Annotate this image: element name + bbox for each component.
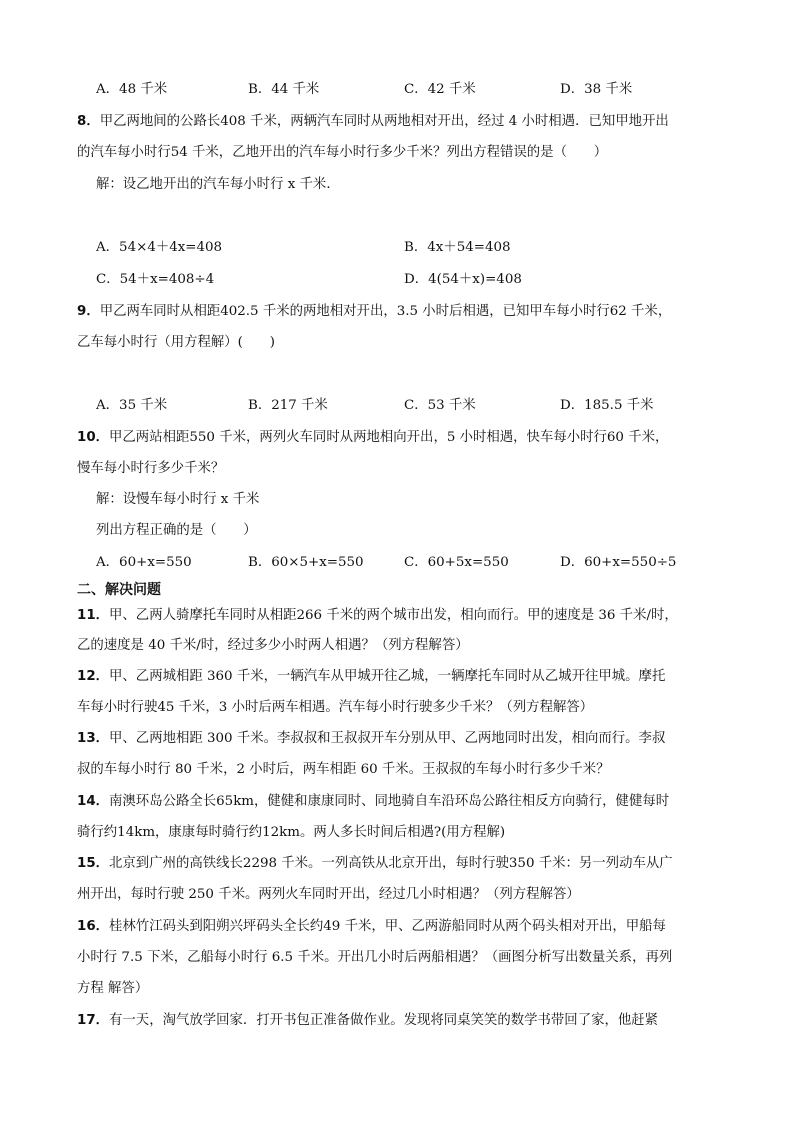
question-number: 10． <box>77 430 110 445</box>
question-text: 甲、乙两地相距 300 千米。李叔叔和王叔叔开车分别从甲、乙两地同时出发，相向而行。李叔 <box>109 731 666 746</box>
question-text: 甲乙两车同时从相距402.5 千米的两地相对开出，3.5 小时后相遇，已知甲车每小时行62 千米， <box>99 304 672 319</box>
question-text: 桂林竹江码头到阳朔兴坪码头全长约49 千米，甲、乙两游船同时从两个码头相对开出，甲船每 <box>109 919 666 934</box>
question-number: 12． <box>77 669 110 684</box>
q10-option-a[interactable]: A．60+x=550 <box>96 555 192 570</box>
question-text: 骑行约14km，康康每时骑行约12km。两人多长时间后相遇?(用方程解) <box>77 825 506 840</box>
question-number: 14． <box>77 794 110 809</box>
question-text: 慢车每小时行多少千米？ <box>77 461 225 476</box>
question-number: 15． <box>77 856 110 871</box>
question-text: 有一天，淘气放学回家．打开书包正准备做作业。发现将同桌笑笑的数学书带回了家，他赶紧 <box>109 1013 659 1028</box>
question-text: 北京到广州的高铁线长2298 千米。一列高铁从北京开出，每时行驶350 千米：另一列动车从广 <box>109 856 673 871</box>
q8-option-c[interactable]: C．54＋x=408÷4 <box>96 272 215 287</box>
question-text: 叔的车每小时行 80 千米，2 小时后，两车相距 60 千米。王叔叔的车每小时行多少千米？ <box>77 762 610 777</box>
q7-option-b[interactable]: B．44 千米 <box>248 82 320 97</box>
question-number: 9． <box>77 304 100 319</box>
section-heading: 二、解决问题 <box>77 582 161 598</box>
q9-option-d[interactable]: D．185.5 千米 <box>560 398 654 413</box>
question-number: 11． <box>77 608 110 623</box>
question-text: 甲乙两地间的公路长408 千米，两辆汽车同时从两地相对开出，经过 4 小时相遇．已知甲地开出 <box>99 114 669 129</box>
question-number: 8． <box>77 114 100 129</box>
question-text: 甲乙两站相距550 千米，两列火车同时从两地相向开出，5 小时相遇，快车每小时行60 千米， <box>109 430 669 445</box>
question-text: 南澳环岛公路全长65km，健健和康康同时、同地骑自车沿环岛公路往相反方向骑行，健健每时 <box>109 794 670 809</box>
q10-option-d[interactable]: D．60+x=550÷5 <box>560 555 677 570</box>
q10-option-c[interactable]: C．60+5x=550 <box>404 555 509 570</box>
question-text: 乙的速度是 40 千米/时，经过多少小时两人相遇？（列方程解答） <box>77 638 469 653</box>
q9-option-b[interactable]: B．217 千米 <box>248 398 328 413</box>
question-text: 甲、乙两城相距 360 千米，一辆汽车从甲城开往乙城，一辆摩托车同时从乙城开往甲城。摩托 <box>109 669 666 684</box>
q7-option-a[interactable]: A．48 千米 <box>96 82 168 97</box>
q7-option-c[interactable]: C．42 千米 <box>404 82 476 97</box>
question-text: 车每小时行驶45 千米，3 小时后两车相遇。汽车每小时行驶多少千米？（列方程解答） <box>77 700 594 715</box>
q8-option-d[interactable]: D．4(54＋x)=408 <box>404 272 522 287</box>
question-text: 乙车每小时行（用方程解）( ) <box>77 335 275 350</box>
question-text: 甲、乙两人骑摩托车同时从相距266 千米的两个城市出发，相向而行。甲的速度是 36 千米/时， <box>109 608 678 623</box>
q10-option-b[interactable]: B．60×5+x=550 <box>248 555 364 570</box>
q9-option-a[interactable]: A．35 千米 <box>96 398 168 413</box>
question-number: 13． <box>77 731 110 746</box>
question-prompt: 列出方程正确的是（ ） <box>96 523 257 538</box>
q8-option-a[interactable]: A．54×4＋4x=408 <box>96 240 223 255</box>
question-number: 17． <box>77 1013 110 1028</box>
question-text: 小时行 7.5 下米，乙船每小时行 6.5 千米。开出几小时后两船相遇？（画图分析写出数量关系，再列 <box>77 950 673 965</box>
question-text: 州开出，每时行驶 250 千米。两列火车同时开出，经过几小时相遇？（列方程解答） <box>77 887 580 902</box>
question-text: 方程 解答） <box>77 981 149 996</box>
question-number: 16． <box>77 919 110 934</box>
solution-text: 解：设慢车每小时行 x 千米 <box>96 492 260 507</box>
q9-option-c[interactable]: C．53 千米 <box>404 398 476 413</box>
q8-option-b[interactable]: B．4x＋54=408 <box>404 240 511 255</box>
q7-option-d[interactable]: D．38 千米 <box>560 82 633 97</box>
solution-text: 解：设乙地开出的汽车每小时行 x 千米． <box>96 177 340 192</box>
question-text: 的汽车每小时行54 千米，乙地开出的汽车每小时行多少千米？列出方程错误的是（ ） <box>77 145 608 160</box>
